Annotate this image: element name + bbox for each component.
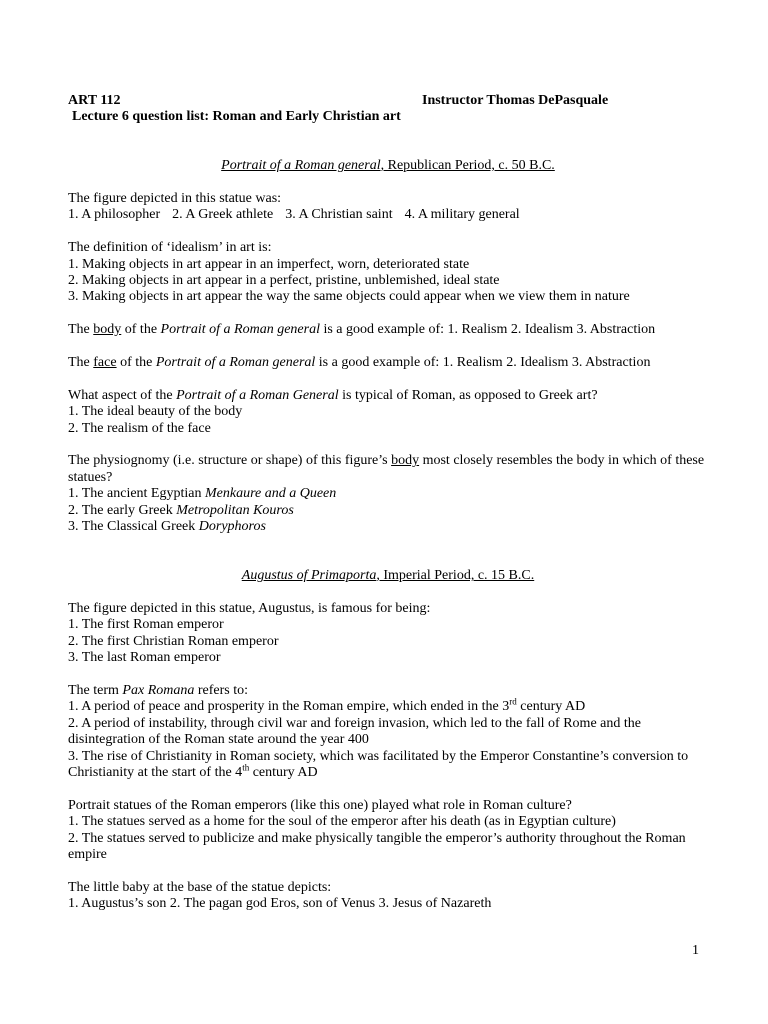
section-title-roman-general: Portrait of a Roman general, Republican Period, c. 50 B.C. — [221, 158, 555, 174]
course-code: ART 112 — [68, 93, 121, 108]
question-augustus-famous: The figure depicted in this statue, Augustus, is famous for being: 1. The first Roman emperor 2. The first Christian Roman emperor 3. The last Roman emperor — [68, 601, 431, 666]
question-idealism-definition: The definition of ‘idealism’ in art is: 1. Making objects in art appear in an imperfect, worn, deteriorated state 2. Making objects in art appear in a perfect, pristine, unblemished, ideal state 3. Making objects in art appear the way the same objects could appear when we view them in nature — [68, 240, 630, 305]
question-portrait-role: Portrait statues of the Roman emperors (like this one) played what role in Roman culture? 1. The statues served as a home for the soul of the emperor after his death (as in Egyptian culture) 2. The statues served to publicize and make physically tangible the emperor’s authority throughout the Roman empire — [68, 797, 686, 863]
question-figure-depicted: The figure depicted in this statue was: 1. A philosopher 2. A Greek athlete 3. A Christian saint 4. A military general — [68, 191, 520, 223]
question-little-baby: The little baby at the base of the statue depicts: 1. Augustus’s son 2. The pagan god Eros, son of Venus 3. Jesus of Nazareth — [68, 879, 492, 912]
page-number: 1 — [692, 943, 699, 958]
question-face-style: The face of the Portrait of a Roman general is a good example of: 1. Realism 2. Idealism 3. Abstraction — [68, 355, 651, 371]
question-body-style: The body of the Portrait of a Roman general is a good example of: 1. Realism 2. Idealism 3. Abstraction — [68, 322, 656, 338]
instructor-name: Instructor Thomas DePasquale — [422, 93, 609, 108]
question-pax-romana: The term Pax Romana refers to: 1. A period of peace and prosperity in the Roman empire, which ended in the 3rd century AD 2. A period of instability, through civil war and foreign invasion, which led to the fall of Rome and the disintegration of the Roman state around the year 400 3. The rise of Christianity in Roman society, which was facilitated by the Emperor Constantine’s conversion to Christianity at the start of the 4th century AD — [68, 683, 689, 781]
document-page — [68, 93, 708, 913]
question-physiognomy: The physiognomy (i.e. structure or shape) of this figure’s body most closely resembles the body in which of these statues? 1. The ancient Egyptian Menkaure and a Queen 2. The early Greek Metropolitan Kouros 3. The Classical Greek Doryphoros — [68, 453, 705, 535]
question-roman-aspect: What aspect of the Portrait of a Roman General is typical of Roman, as opposed to Greek art? 1. The ideal beauty of the body 2. The realism of the face — [68, 387, 598, 436]
section-title-augustus: Augustus of Primaporta, Imperial Period, c. 15 B.C. — [241, 568, 535, 584]
lecture-subtitle: Lecture 6 question list: Roman and Early Christian art — [72, 109, 401, 124]
document-header — [68, 93, 708, 109]
